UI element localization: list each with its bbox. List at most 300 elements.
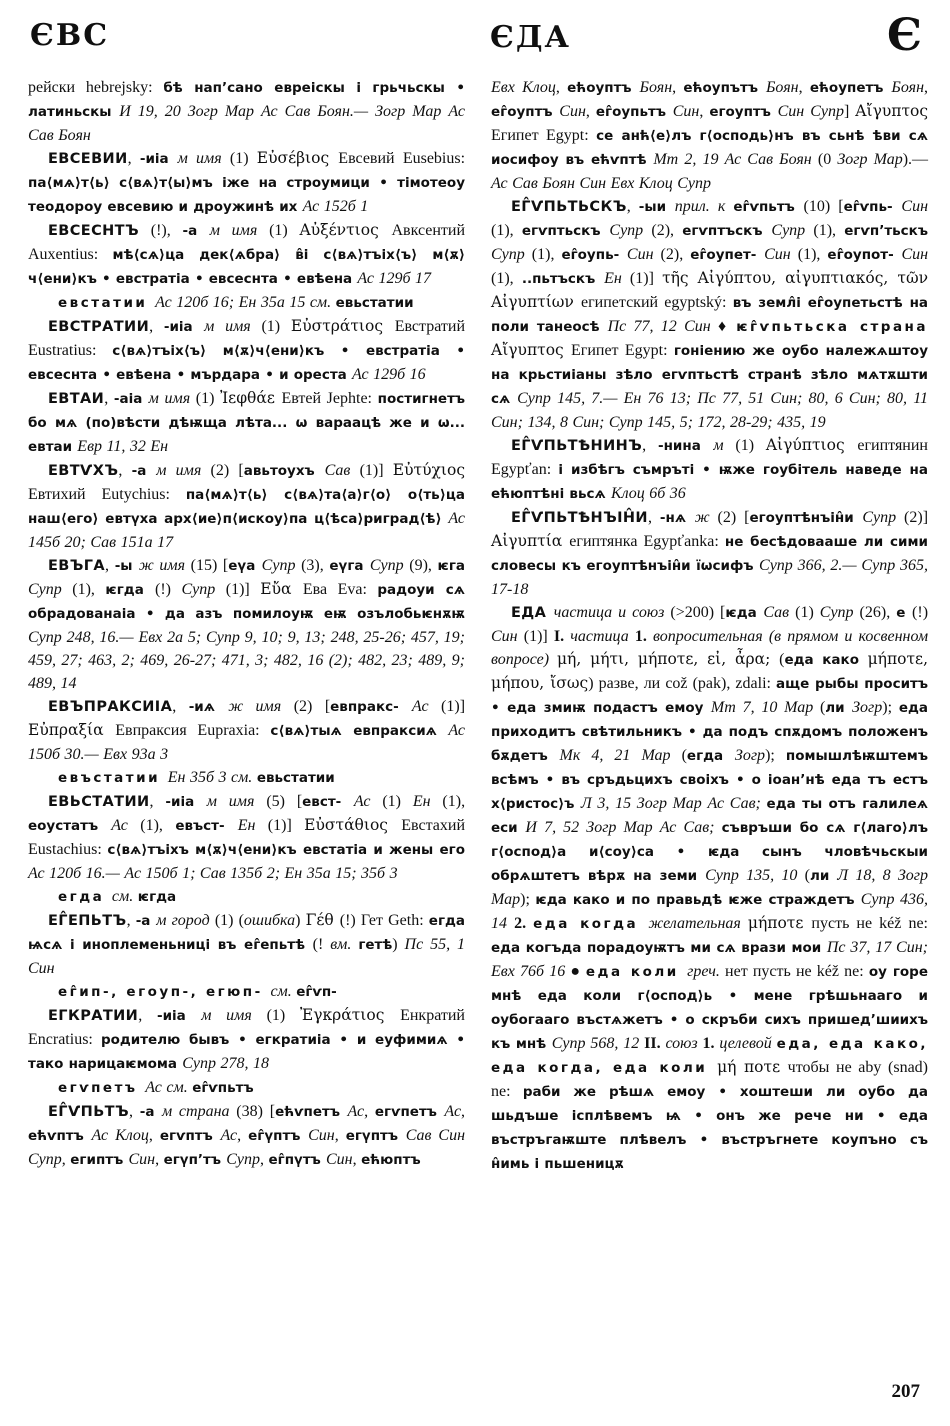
text-run: Супр <box>28 581 73 598</box>
text-run: , <box>104 390 114 407</box>
text-run: Зогр <box>734 747 766 764</box>
text-run: нет пусть не kéž ne: <box>725 963 869 980</box>
dict-entry <box>491 195 928 434</box>
text-run: Син <box>626 246 661 263</box>
dict-paragraph <box>28 885 465 909</box>
text-run: (!) Гет Geth: <box>339 912 429 929</box>
headword: ЕГ̂ЕПЬТЪ <box>48 913 127 929</box>
text-run: , <box>699 103 710 120</box>
text-run: евъстатии <box>58 770 168 786</box>
text-run: Боян <box>891 79 925 96</box>
text-run: ећоупътъ <box>683 80 766 96</box>
text-run: , <box>352 1151 362 1168</box>
text-run: авьтоухъ <box>243 463 325 479</box>
text-run: м страна <box>161 1103 237 1120</box>
text-run: м имя <box>209 222 270 239</box>
text-run: ег̂оупьтъ <box>595 104 673 120</box>
text-run: , <box>585 103 596 120</box>
text-run: , <box>334 1127 346 1144</box>
text-run: (38) [ <box>236 1103 276 1120</box>
text-run: ег̂оупет- <box>690 247 765 263</box>
text-run: Супр <box>226 1151 260 1168</box>
text-run: м имя <box>156 462 211 479</box>
text-run: Супр 436, 14 <box>491 891 929 932</box>
text-run: египтянка Egypťanka: <box>569 533 725 550</box>
text-run: Пс 55, 1 Син <box>28 936 466 977</box>
text-run: ..пьтъскъ <box>521 271 605 287</box>
text-run: , <box>118 462 132 479</box>
text-run: ѥгда <box>137 889 177 905</box>
text-run: см. <box>270 983 297 1000</box>
text-run: μή ποτε <box>717 1058 788 1076</box>
headword: ЕГ̂ѴПЬТЬСКЪ <box>511 199 627 215</box>
text-run: еда когда <box>533 916 649 932</box>
text-run: египтянин Egypťan: <box>491 437 928 478</box>
dict-entry <box>491 434 928 506</box>
text-run: Εὐσέβιος <box>256 149 339 167</box>
text-run: -а <box>139 1104 162 1120</box>
text-run: (1) <box>735 437 766 454</box>
text-run: ег̂ѵп- <box>296 984 337 1000</box>
text-run: Египет Egypt: <box>491 127 597 144</box>
text-run: , <box>127 150 140 167</box>
text-run: (1)] <box>359 462 393 479</box>
text-run: вопросительная (в прямом и косвенном вопросе) <box>491 628 929 668</box>
text-run: ); <box>765 747 786 764</box>
text-run: Супр <box>862 509 905 526</box>
text-run: па⟨мѧ⟩т⟨ь⟩ с⟨вѧ⟩т⟨ы⟩мъ іже на строумици • тімотеоу теодороу евсевию и дроужинѣ их <box>28 175 465 215</box>
text-run: Син <box>764 246 798 263</box>
text-run: м <box>713 437 736 454</box>
text-run: ѥда <box>725 605 764 621</box>
text-run: Евх Клоц <box>491 79 556 96</box>
text-run: Син <box>491 628 524 645</box>
text-run: (2) [ <box>210 462 244 479</box>
text-run: ).— <box>902 151 929 168</box>
text-run: евстатии <box>58 295 156 311</box>
text-run: (2) [ <box>293 698 331 715</box>
text-run: -иіа <box>156 1008 202 1024</box>
text-run: -ы <box>114 558 139 574</box>
text-run: ли <box>809 868 838 884</box>
dict-paragraph <box>28 980 465 1004</box>
text-run: (1), <box>797 246 828 263</box>
page-number: 207 <box>891 1381 920 1402</box>
text-run: ѥгда <box>105 582 156 598</box>
text-run: ж имя <box>228 698 294 715</box>
text-run: ећоуптъ <box>567 80 640 96</box>
text-run: Супр <box>491 246 532 263</box>
text-run: м имя <box>204 318 262 335</box>
text-run: μήποτε, μήπου, ἴσως <box>491 650 929 692</box>
text-run: (15) [ <box>190 557 229 574</box>
text-run: Евстратий Eustratius: <box>28 318 466 359</box>
text-run: -а <box>131 463 157 479</box>
text-run: (1)] <box>441 698 466 715</box>
text-run: (2) [ <box>717 509 750 526</box>
text-run: , <box>172 698 189 715</box>
text-run: , <box>148 1127 160 1144</box>
text-run: не бесѣдовааше ли сими словесы къ егоуптѣнъін̂и їѡсифъ <box>491 534 928 574</box>
text-run: Мт 2, 19 Ас Сав Боян <box>653 151 818 168</box>
text-run: ећоупетъ <box>809 80 892 96</box>
text-run: Ас 120б 16.— Ас 150б 1; Сав 135б 2; Ен 35а 15; 35б 3 <box>28 865 398 882</box>
dict-paragraph <box>28 291 465 315</box>
text-run: (1) <box>261 318 291 335</box>
text-run: еда когъда порадоуѭтъ ми сѧ врази мои <box>491 940 827 956</box>
text-run: союз <box>665 1035 703 1052</box>
text-run: см. <box>111 888 138 905</box>
text-run: Ἰεφθάε <box>220 389 282 407</box>
text-run: помышлѣѭштемъ всѣмъ • въ сръдьцихъ своіхъ • о іоан’нѣ еда тъ естъ х⟨ристос⟩ъ <box>491 748 928 812</box>
text-run: Αἰγύπτιος <box>765 436 858 454</box>
text-run: (2), <box>660 246 691 263</box>
text-run: Супр <box>369 557 410 574</box>
text-run: 1. <box>702 1035 720 1052</box>
text-run: ж имя <box>138 557 191 574</box>
text-run: ећѵпетъ <box>275 1104 348 1120</box>
text-run: ећюптъ <box>361 1152 421 1168</box>
text-run: (! <box>312 936 331 953</box>
text-run: египтъ <box>70 1152 129 1168</box>
text-run: , <box>237 1127 249 1144</box>
text-run: Ева Eva: <box>302 581 378 598</box>
text-run: Ас <box>220 1127 238 1144</box>
text-run: Л 3, 15 Зогр Мар Ас Сав; <box>580 795 767 812</box>
text-run: ♦ <box>717 318 737 335</box>
text-run: (1) <box>195 390 221 407</box>
text-run: евст- <box>302 794 354 810</box>
text-run: Ас <box>444 1103 462 1120</box>
text-run: еүа <box>228 558 262 574</box>
text-run: ) <box>392 936 405 953</box>
text-run: египетский egyptský: <box>581 294 733 311</box>
text-run: Ἐγκράτιος <box>299 1006 401 1024</box>
text-run: II. <box>644 1035 666 1052</box>
text-run: (1) <box>269 222 300 239</box>
text-run: аще рыбы проситъ • еда змиѭ подастъ емоу <box>491 676 928 716</box>
running-head-center: ЄДА <box>490 20 571 55</box>
headword: ЕГ̂ѴПЬТѢНИНЪ <box>511 438 643 454</box>
text-run: Супр 145, 7.— Ен 76 13; Пс 77, 51 Син; 80, 6 Син; 80, 11 Син; 134, 8 Син; Супр 145, 5; 172, 28-29; 435, 19 <box>491 390 929 431</box>
text-run: се анћ⟨е⟩лъ г⟨осподь⟩нъ въ сьнѣ ѣви сѧ иосифоу въ ећѵптѣ <box>491 128 928 168</box>
text-run: евъст- <box>175 818 238 834</box>
text-run: ж <box>694 509 718 526</box>
text-run: (1) <box>229 150 257 167</box>
text-run: чтобы не aby (snad) ne: <box>491 1059 928 1100</box>
dict-entry <box>28 554 465 695</box>
text-run: Пс 37, 17 Син; Евх 76б 16 <box>491 939 928 980</box>
text-run: Л 18, 8 Зогр Мар <box>491 867 929 908</box>
text-run: еүга <box>329 558 370 574</box>
text-run: Ас <box>353 793 383 810</box>
headword: ЕГКРАТИИ <box>48 1008 139 1024</box>
text-run: Εὐστράτιος <box>290 317 395 335</box>
text-run: Мк 4, 21 Мар <box>559 747 682 764</box>
text-run: -иіа <box>165 794 207 810</box>
text-run: ) разве, ли což (pak), zdali: <box>588 675 777 692</box>
text-run: ѥда како и по правьдѣ ѥже страждетъ <box>535 892 861 908</box>
text-run: частица <box>570 628 635 645</box>
text-run: τῆς Αἰγύπτου, αἰγυπτιακός, τῶν Αἰγυπτίων <box>491 269 929 311</box>
text-run: еда, еда како, еда когда, еда коли <box>491 1036 929 1076</box>
text-run: егоуптъ <box>709 104 778 120</box>
text-run: м имя <box>206 793 267 810</box>
text-run: (1)] <box>267 817 305 834</box>
text-run: ошибка <box>243 912 296 929</box>
text-run: с⟨вѧ⟩тъіхъ м⟨ѫ⟩ч⟨ени⟩къ евстатіа и жены его <box>107 842 466 858</box>
text-run: Син <box>901 198 928 215</box>
text-run: ) <box>295 912 306 929</box>
text-run: Боян <box>765 79 799 96</box>
text-run: Ас см. <box>145 1079 193 1096</box>
text-run: Ас <box>411 698 442 715</box>
dict-entry <box>28 315 465 387</box>
text-run: , <box>555 79 568 96</box>
text-run: і избѣгъ съмръті • ѭже гоубітель наведе на ећюптѣні вьсѧ <box>491 462 928 502</box>
text-run: евпракс- <box>330 699 412 715</box>
text-run: гетѣ <box>358 937 393 953</box>
text-run: Супр <box>819 604 860 621</box>
dict-entry <box>491 601 928 1176</box>
text-run: Евпраксия Eupraxia: <box>115 722 271 739</box>
text-run: ( <box>681 747 687 764</box>
text-run: бѣ нап’сано евреіскы і грьчьскы • латиньскы <box>28 80 465 120</box>
text-run: съвръши бо сѧ г⟨лаго⟩лъ г⟨оспод⟩а и⟨соу⟩са • ѥда сынъ чловѣчьскыи обрѧштетъ вѣрѫ на земи <box>491 820 928 884</box>
text-run: -а <box>182 223 210 239</box>
text-run: (1), <box>813 222 845 239</box>
text-run: е <box>896 605 913 621</box>
text-run: Евсевий Eusebius: <box>338 150 466 167</box>
text-run: Ас <box>347 1103 365 1120</box>
text-run: родителю бывъ • егкратиіа • и еуфимиѧ • тако нарицаѥмома <box>28 1032 465 1072</box>
text-run: Ен <box>237 817 268 834</box>
text-run: греч. <box>687 963 726 980</box>
text-run: 2. <box>514 915 534 932</box>
dict-entry <box>28 459 465 554</box>
text-run: (2)] <box>904 509 929 526</box>
column-left <box>28 76 465 1172</box>
text-run: (2), <box>651 222 683 239</box>
text-run: ег̂ѵпьтъ <box>733 199 804 215</box>
text-run: Син <box>672 103 700 120</box>
text-run: , <box>149 318 164 335</box>
text-run: еоустатъ <box>28 818 112 834</box>
text-run: пусть не kéž ne: <box>811 915 929 932</box>
text-run: Син <box>308 1127 335 1144</box>
text-run: въ земл̂і ег̂оупетьстѣ на поли танеосѣ <box>491 295 928 335</box>
text-run: (0 <box>817 151 838 168</box>
headword: ЕГ̂ѴПЬТѢНЪІН̂И <box>511 510 648 526</box>
text-run: мѣ⟨сѧ⟩ца дек⟨ѧбра⟩ в̂і с⟨вѧ⟩тъіх⟨ъ⟩ м⟨ѫ⟩ч⟨ени⟩къ • евстратіа • евсеснта • евѣена <box>28 247 466 287</box>
text-run: (1), <box>442 793 466 810</box>
text-run: (5) [ <box>266 793 303 810</box>
dict-entry <box>28 219 465 291</box>
text-run: с⟨вѧ⟩тыѧ евпраксиѧ <box>270 723 449 739</box>
text-run: Сав <box>763 604 796 621</box>
text-run: Син Супр <box>777 103 844 120</box>
text-run: Супр 135, 10 <box>705 867 805 884</box>
text-run: , <box>798 79 810 96</box>
text-run: Ас 145б 20; Сав 151а 17 <box>28 510 465 551</box>
text-run: (>200) [ <box>670 604 726 621</box>
text-run: (1), <box>491 222 522 239</box>
text-run: (1), <box>491 270 522 287</box>
text-run: па⟨мѧ⟩т⟨ь⟩ с⟨вѧ⟩та⟨а⟩г⟨о⟩ о⟨ть⟩ца наш⟨его⟩ евтүха арх⟨ие⟩п⟨искоу⟩па ц⟨ѣса⟩риград⟨ѣ⟩ <box>28 487 466 527</box>
text-run: радоуи сѧ обрадованаіа • да азъ помилоуѭ еѭ озълобьѥнѫѭ <box>28 582 466 622</box>
text-run: егѵптьскъ <box>521 223 610 239</box>
text-run: Син <box>326 1151 353 1168</box>
text-run: Εὔα <box>260 580 303 598</box>
text-run: -нѧ <box>659 510 695 526</box>
text-run: И 7, 52 Зогр Мар Ас Сав; <box>525 819 722 836</box>
text-run: ег̂үптъ <box>248 1128 309 1144</box>
text-run: ● <box>570 963 586 980</box>
dict-entry <box>491 506 928 601</box>
text-run: ег̂оупот- <box>827 247 902 263</box>
text-run: Ас 120б 16; Ен 35а 15 см. <box>155 294 336 311</box>
text-run: егда ѩсѧ і иноплеменьниці въ ег̂епьтѣ <box>28 913 466 953</box>
text-run: И 19, 20 Зогр Мар Ас Сав Боян.— Зогр Мар Ас Сав Боян <box>28 103 466 144</box>
text-run: егѵпетъ <box>58 1080 146 1096</box>
text-run: (1), <box>531 246 562 263</box>
text-run: ег̂оуптъ <box>491 104 560 120</box>
text-run: егѵпетъ <box>374 1104 445 1120</box>
text-run: , <box>126 912 136 929</box>
text-run: (1)] <box>225 581 261 598</box>
text-run: Εὐτύχιος <box>392 461 465 479</box>
text-run: егда <box>686 748 735 764</box>
text-run: -иіа <box>139 151 178 167</box>
text-run: вм. <box>330 936 359 953</box>
text-run: желательная <box>648 915 748 932</box>
text-run: Пс 77, 12 Син <box>607 318 718 335</box>
text-run: (1)] <box>523 628 554 645</box>
text-run: (1), <box>72 581 106 598</box>
headword: ЕВТѴХЪ <box>48 463 119 479</box>
text-run: (1) ( <box>214 912 244 929</box>
text-run: Боян <box>639 79 673 96</box>
text-run: Супр 248, 16.— Евх 2а 5; Супр 9, 10; 9, 13; 248, 25-26; 457, 19; 459, 27; 463, 2; 469, 26-27; 471, 3; 482, 16 (2); 482, 23; 489, 9; 489, 14 <box>28 629 465 692</box>
text-run: ећѵптъ <box>28 1128 92 1144</box>
text-run: Ас <box>111 817 141 834</box>
text-run: Ен 35б 3 см. <box>167 769 257 786</box>
text-run: I. <box>553 628 571 645</box>
text-run: , <box>105 557 115 574</box>
text-run: 1. <box>634 628 653 645</box>
text-run: , <box>672 79 684 96</box>
text-run: Ас 129б 17 <box>357 270 432 287</box>
text-run: ( <box>819 699 826 716</box>
text-run: ] <box>843 103 856 120</box>
text-run: -аіа <box>113 391 149 407</box>
text-run: Супр 568, 12 <box>551 1035 645 1052</box>
text-run: еда коли <box>585 964 688 980</box>
text-run: Αὐξέντιος <box>299 221 392 239</box>
text-run: (!) <box>155 581 182 598</box>
text-run: ѥга <box>437 558 466 574</box>
text-run: (3), <box>301 557 330 574</box>
text-run: Супр 366, 2.— Супр 365, 17-18 <box>491 557 928 598</box>
headword: ЕДА <box>511 605 554 621</box>
text-run: еда ты отъ галилеѧ еси <box>491 796 928 836</box>
text-run: Евр 11, 32 Ен <box>77 438 169 455</box>
text-run: егѵптъскъ <box>682 223 772 239</box>
text-run: ѥг̂ѵпьтьска страна <box>736 319 928 335</box>
text-run: Супр 278, 18 <box>182 1055 270 1072</box>
headword: ЕВСТРАТИИ <box>48 319 150 335</box>
text-run: ); <box>520 891 536 908</box>
text-run: ли <box>825 700 853 716</box>
text-run: (10) [ <box>803 198 844 215</box>
text-run: прил. к <box>674 198 734 215</box>
text-run: Αἰγυπτία <box>491 532 570 550</box>
text-columns <box>28 76 928 1176</box>
headword: ЕВСЕВИИ <box>48 151 128 167</box>
text-run: Син <box>128 1151 156 1168</box>
text-run: постигнетъ бо мѧ (по)вѣсти дѣѭща лѣта... ѡ вараацѣ же и ѡ... евтаи <box>28 391 466 455</box>
text-run: Клоц 6б 36 <box>610 485 686 502</box>
text-run: ( <box>779 651 785 668</box>
dict-entry <box>28 1100 465 1172</box>
text-run: гоніению же оубо належѧштоу на крьстиіаны зѣло егѵптьстѣ странѣ зѣло мѧтѫшти сѧ <box>491 343 928 407</box>
dict-entry <box>28 147 465 219</box>
text-run: Евтей Jephte: <box>281 390 378 407</box>
text-run: (9), <box>409 557 438 574</box>
text-run: Ен <box>412 793 443 810</box>
text-run: ег̂пүтъ <box>268 1152 326 1168</box>
headword: ЕВЬСТАТИИ <box>48 794 150 810</box>
text-run: Авксентий Auxentius: <box>28 222 466 263</box>
text-run: (!), <box>139 222 183 239</box>
text-run: -иіа <box>163 319 205 335</box>
dict-paragraph <box>28 766 465 790</box>
text-run: егүп’тъ <box>163 1152 227 1168</box>
running-head-left: ЄВС <box>30 18 110 53</box>
headword: ЕВЪПРАКСИІА <box>48 699 173 715</box>
text-run: Εὐπραξία <box>28 721 116 739</box>
text-run: , <box>128 1103 140 1120</box>
text-run: -иѧ <box>188 699 229 715</box>
text-run: Сав Син Супр <box>28 1127 466 1168</box>
dict-entry <box>28 387 465 459</box>
text-run: (!) <box>912 604 929 621</box>
text-run: оу горе мнѣ еда коли г⟨оспод⟩ь • мене грѣшьнааго и оубогааго въстѧжетъ • о скръби сихъ пришед’шиихъ къ мнѣ <box>491 964 928 1052</box>
dict-paragraph <box>491 76 928 195</box>
text-run: м имя <box>177 150 230 167</box>
text-run: ег̂оупь- <box>561 247 627 263</box>
text-run: частица и союз <box>553 604 671 621</box>
text-run: Αἴγυπτος <box>491 341 571 359</box>
text-run: -ыи <box>638 199 675 215</box>
text-run: евьстатии <box>335 295 414 311</box>
text-run: (1)] <box>629 270 663 287</box>
text-run: Зогр Мар <box>837 151 903 168</box>
text-run: ); <box>882 699 899 716</box>
text-run: Ас 152б 1 <box>302 198 369 215</box>
text-run: ( <box>804 867 810 884</box>
text-run: , <box>626 198 639 215</box>
text-run: Ен <box>604 270 630 287</box>
text-run: , <box>642 437 658 454</box>
text-run: раби же рѣшѧ емоу • хоштеши ли оубо да шьдъше ісплѣвемъ ѩ • онъ же рече ни • еда въстръгаѭште плѣвелъ • въстръгнете коупъно съ н̂имь і пьшеницѫ <box>491 1084 928 1172</box>
dict-entry <box>28 695 465 766</box>
text-run: еда приходитъ свѣтильникъ • да подъ спѫдомъ положенъ бѫдетъ <box>491 700 928 764</box>
dict-entry <box>28 1004 465 1076</box>
text-run: μήποτε <box>747 914 812 932</box>
running-head <box>0 10 950 66</box>
text-run: целевой <box>719 1035 777 1052</box>
